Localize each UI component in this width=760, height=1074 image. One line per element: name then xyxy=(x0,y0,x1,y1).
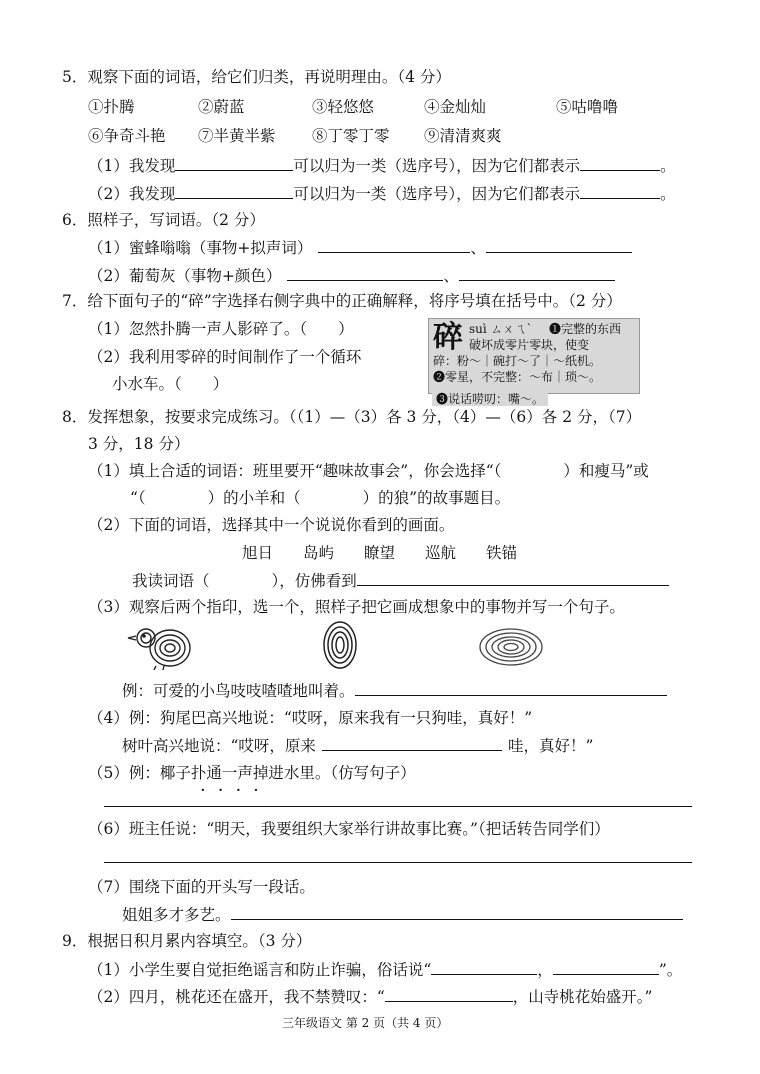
fingerprint-oval-image xyxy=(322,620,358,670)
q5-option-5: ⑤咕噜噜 xyxy=(556,98,619,116)
q8-blank-7[interactable] xyxy=(231,903,683,920)
q8-part-7: （7）围绕下面的开头写一段话。 xyxy=(88,878,315,896)
q6-blank-2a[interactable] xyxy=(287,264,443,281)
q5-option-8: ⑧丁零丁零 xyxy=(312,127,390,145)
q8-part-6: （6）班主任说：“明天，我要组织大家举行讲故事比赛。”（把话转告同学们） xyxy=(88,820,610,838)
q8-blank-3[interactable] xyxy=(355,679,667,696)
q8-part-2b: 我读词语（ ），仿佛看到 xyxy=(132,569,669,592)
q6-line-2: （2）葡萄灰（事物+颜色） 、 xyxy=(88,264,615,287)
dict-pinyin: suì ㄙㄨㄟˋ xyxy=(469,322,533,336)
fingerprint-wide-image xyxy=(478,627,544,667)
q8-blank-4[interactable] xyxy=(322,734,502,751)
q5-blank-1a[interactable] xyxy=(175,154,293,171)
q6-blank-2b[interactable] xyxy=(459,264,615,281)
q8-part-4: （4）例：狗尾巴高兴地说：“哎呀，原来我有一只狗哇，真好！” xyxy=(88,709,533,727)
q8-part-4b: 树叶高兴地说：“哎呀，原来 哇，真好！” xyxy=(122,734,593,757)
q6-stem: 6．照样子，写词语。（2 分） xyxy=(62,211,265,229)
q8-part-1a: （1）填上合适的词语：班里要开“趣味故事会”，你会选择“（ ）和瘦马”或 xyxy=(88,462,649,480)
q7-sentence-2b: 小水车。（ ） xyxy=(112,375,229,393)
q9-blank-1a[interactable] xyxy=(431,958,537,975)
q7-sentence-2: （2）我利用零碎的时间制作了一个循环 xyxy=(88,348,362,366)
q5-option-3: ③轻悠悠 xyxy=(312,98,375,116)
dictionary-entry xyxy=(428,318,640,394)
q8-part-1b: “（ ）的小羊和（ ）的狼”的故事题目。 xyxy=(130,489,511,507)
fingerprint-bird-image xyxy=(126,622,192,670)
q8-word-4: 巡航 xyxy=(425,544,457,562)
q9-line-1: （1）小学生要自觉拒绝谣言和防止诈骗，俗话说“ ， ”。 xyxy=(88,958,682,981)
page-footer: 三年级语文 第 2 页（共 4 页） xyxy=(282,1016,449,1030)
q5-option-4: ④金灿灿 xyxy=(424,98,487,116)
dict-character: 碎 xyxy=(433,320,463,355)
q5-blank-2b[interactable] xyxy=(580,182,660,199)
q6-blank-1b[interactable] xyxy=(486,236,632,253)
dict-def-1b: 破坏成零片零块，使变 xyxy=(469,338,590,352)
q8-part-7b: 姐姐多才多艺。 xyxy=(122,903,683,926)
q5-blank-1b[interactable] xyxy=(580,154,660,171)
dict-def-3: ❸说话唠叨：嘴～。 xyxy=(432,392,548,406)
q5-option-9: ⑨清清爽爽 xyxy=(424,127,502,145)
q8-word-5: 铁锚 xyxy=(486,544,518,562)
emphasis-dots: ···· xyxy=(200,780,271,801)
q9-line-2: （2）四月，桃花还在盛开，我不禁赞叹：“ ，山寺桃花始盛开。” xyxy=(88,985,652,1008)
q5-option-2: ②蔚蓝 xyxy=(198,98,245,116)
q8-part-5: （5）例：椰子扑通一声掉进水里。（仿写句子） xyxy=(88,764,416,782)
q5-line-1: （1）我发现 可以归为一类（选序号），因为它们都表示 。 xyxy=(88,154,676,177)
q8-blank-2[interactable] xyxy=(357,569,669,586)
q8-part-3-example: 例：可爱的小鸟吱吱喳喳地叫着。 xyxy=(122,679,667,702)
q8-stem: 8．发挥想象，按要求完成练习。（（1）—（3）各 3 分，（4）—（6）各 2 分，（7） xyxy=(62,408,642,426)
q8-word-1: 旭日 xyxy=(242,544,274,562)
q8-part-3: （3）观察后两个指印，选一个，照样子把它画成想象中的事物并写一个句子。 xyxy=(88,598,625,616)
q6-line-1: （1）蜜蜂嗡嗡（事物+拟声词） 、 xyxy=(88,236,632,259)
q5-option-6: ⑥争奇斗艳 xyxy=(88,127,166,145)
q8-stem-2: 3 分，18 分） xyxy=(88,435,190,453)
q7-sentence-1: （1）忽然扑腾一声人影碎了。（ ） xyxy=(88,320,354,338)
dict-def-1c: 碎：粉～｜碗打～了｜～纸机。 xyxy=(433,354,602,368)
q5-stem: 5．观察下面的词语，给它们归类，再说明理由。（4 分） xyxy=(62,68,451,86)
q8-part-2: （2）下面的词语，选择其中一个说说你看到的画面。 xyxy=(88,516,455,534)
q6-blank-1a[interactable] xyxy=(318,236,470,253)
dict-def-2: ❷零星，不完整：～布｜琐～。 xyxy=(433,370,602,384)
q8-blank-6[interactable] xyxy=(104,846,692,863)
q5-option-1: ①扑腾 xyxy=(88,98,135,116)
q9-stem: 9．根据日积月累内容填空。（3 分） xyxy=(62,932,312,950)
q5-blank-2a[interactable] xyxy=(175,182,293,199)
q9-blank-1b[interactable] xyxy=(553,958,659,975)
q8-word-3: 瞭望 xyxy=(364,544,396,562)
q5-line-2: （2）我发现 可以归为一类（选序号），因为它们都表示 。 xyxy=(88,182,676,205)
q9-blank-2[interactable] xyxy=(385,985,513,1002)
q8-word-2: 岛屿 xyxy=(303,544,335,562)
q8-blank-5[interactable] xyxy=(104,790,692,807)
q7-stem: 7．给下面句子的“碎”字选择右侧字典中的正确解释，将序号填在括号中。（2 分） xyxy=(62,292,622,310)
dict-def-1a: ❶完整的东西 xyxy=(549,322,622,336)
q5-option-7: ⑦半黄半紫 xyxy=(198,127,276,145)
